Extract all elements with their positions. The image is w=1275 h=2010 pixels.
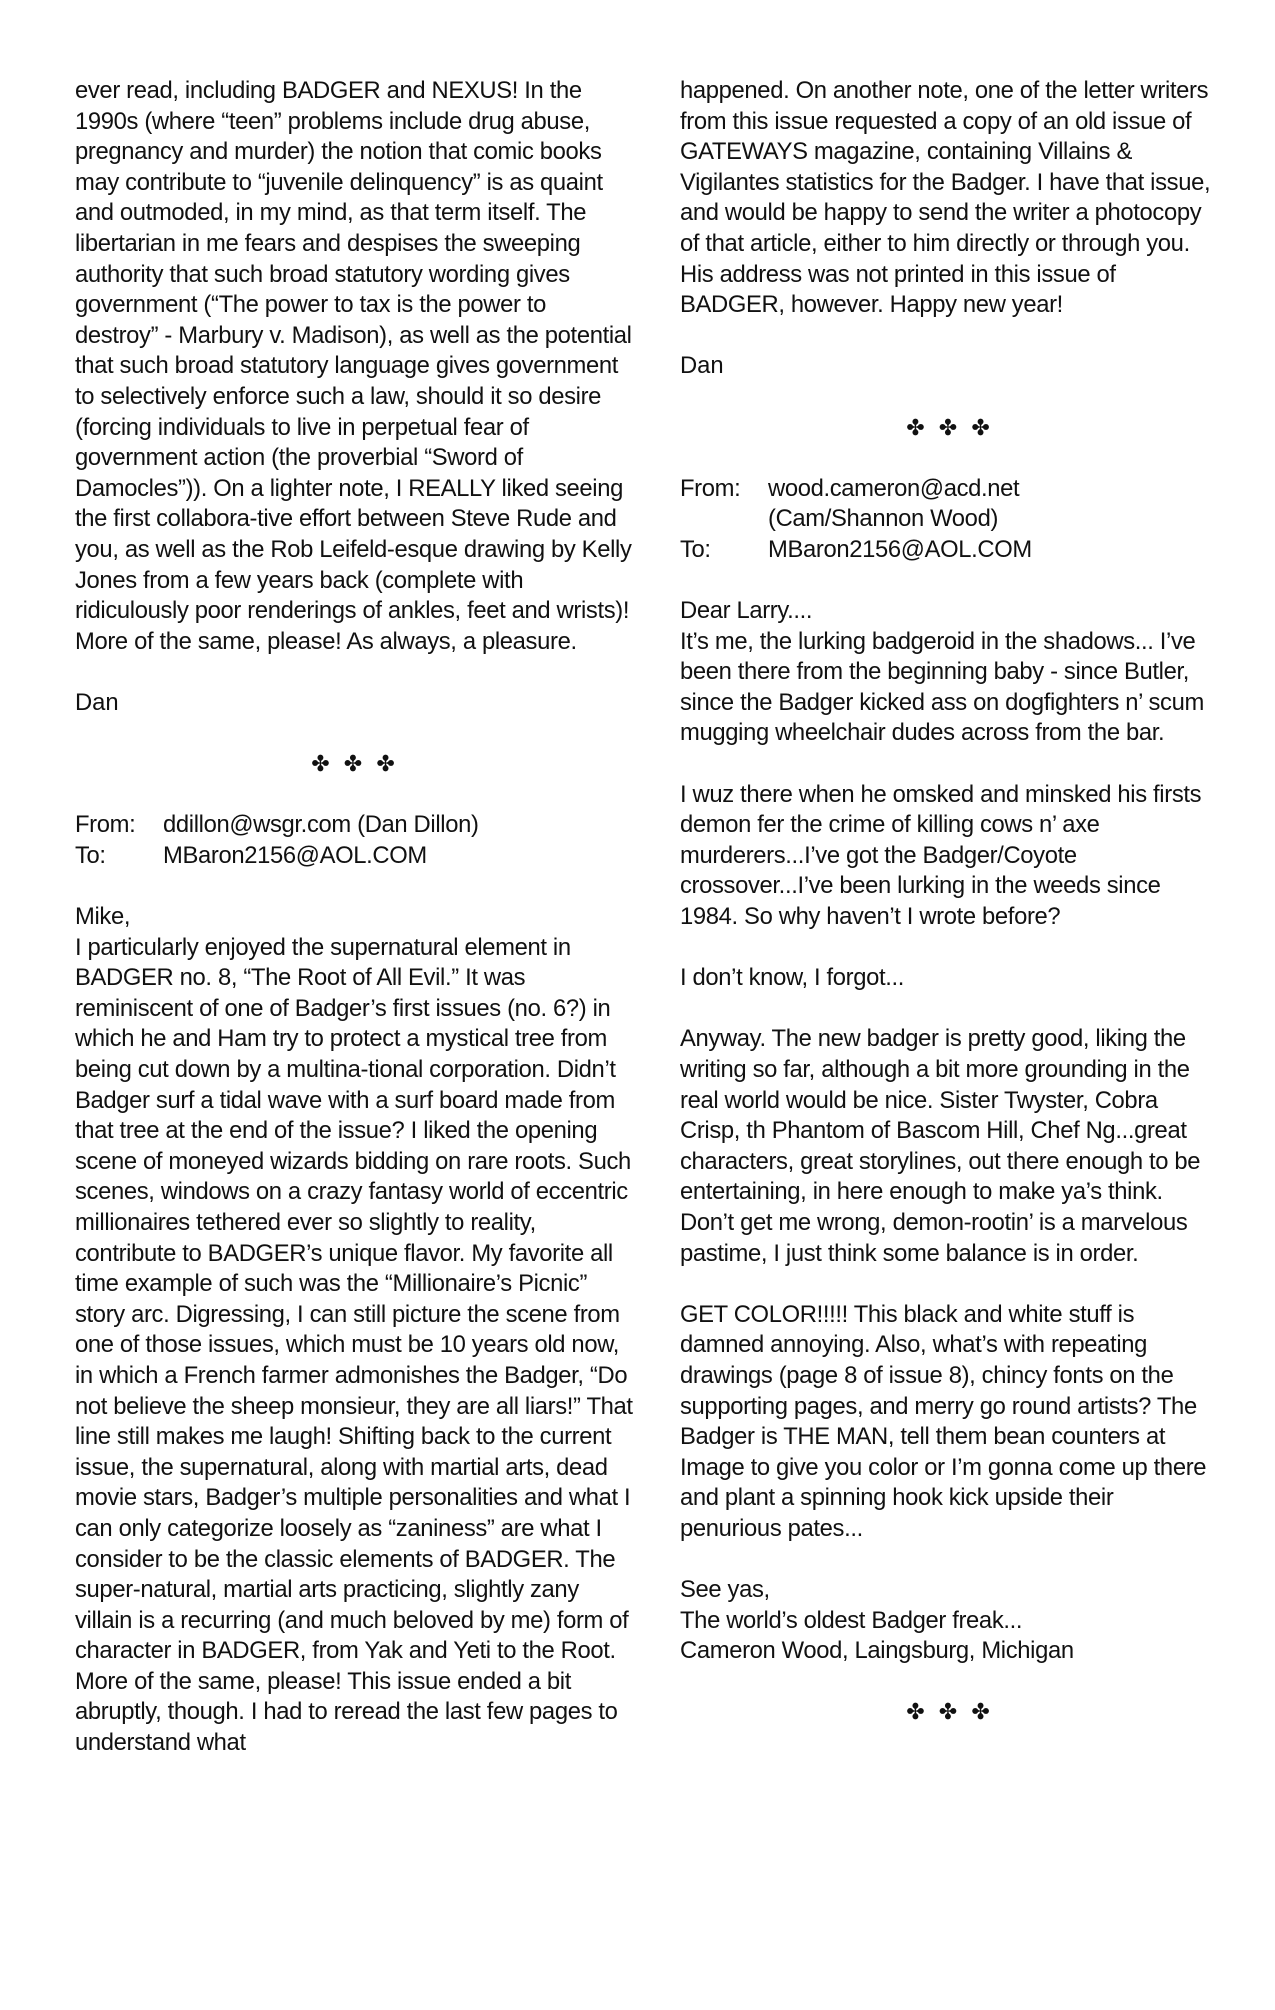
from-address: ddillon@wsgr.com (Dan Dillon) <box>163 811 479 839</box>
section-divider-ornament: ✤ ✤ ✤ <box>906 414 994 440</box>
closing-line: The world’s oldest Badger freak... <box>680 1606 1023 1634</box>
from-label: From: <box>75 811 136 839</box>
signature: Dan <box>75 688 119 716</box>
from-address: wood.cameron@acd.net <box>768 474 1020 502</box>
right-column <box>680 76 1220 1728</box>
to-address: MBaron2156@AOL.COM <box>768 535 1032 563</box>
closing: See yas, <box>680 1576 770 1604</box>
from-name: (Cam/Shannon Wood) <box>768 505 999 533</box>
letter-continuation: happened. On another note, one of the letter writers from this issue requested a copy of an old issue of GATEWAYS magazine, containing Villains & Vigilantes statistics for the Badger. I have that issue, and would be happy to send the writer a photocopy of that article, either to him directly or through you. His address was not printed in this issue of BADGER, however. Happy new year! <box>680 77 1211 319</box>
letter-paragraph: I wuz there when he omsked and minsked his firsts demon fer the crime of killing cows n’ axe murderers...I’ve got the Badger/Coyote crossover...I’ve been lurking in the weeds since 1984. So why haven’t I wrote before? <box>680 780 1202 931</box>
closing-signature: Cameron Wood, Laingsburg, Michigan <box>680 1637 1074 1665</box>
letter-paragraph: I don’t know, I forgot... <box>680 964 905 992</box>
letter-paragraph: Anyway. The new badger is pretty good, liking the writing so far, although a bit more grounding in the real world would be nice. Sister Twyster, Cobra Crisp, th Phantom of Bascom Hill, Chef Ng...great characters, great storylines, out there enough to be entertaining, in here enough to make ya’s think. Don’t get me wrong, demon-rootin’ is a marvelous pastime, I just think some balance is in order. <box>680 1025 1201 1267</box>
intro-paragraph: ever read, including BADGER and NEXUS! In the 1990s (where “teen” problems include drug abuse, pregnancy and murder) the notion that comic books may contribute to “juvenile delinquency” is as quaint and outmoded, in my mind, as that term itself. The libertarian in me fears and despises the sweeping authority that such broad statutory wording gives government (“The power to tax is the power to destroy” - Marbury v. Madison), as well as the potential that such broad statutory language gives government to selectively enforce such a law, should it so desire (forcing individuals to live in perpetual fear of government action (the proverbial “Sword of Damocles”)). On a lighter note, I REALLY liked seeing the first collabora-tive effort between Steve Rude and you, as well as the Rob Leifeld-esque drawing by Kelly Jones from a few years back (complete with ridiculously poor renderings of ankles, feet and wrists)! More of the same, please! As always, a pleasure. <box>75 77 632 655</box>
letter-header <box>680 474 1220 566</box>
letter-paragraph: It’s me, the lurking badgeroid in the shadows... I’ve been there from the beginning baby - since Butler, since the Badger kicked ass on dogfighters n’ scum mugging wheelchair dudes across from the bar. <box>680 627 1204 747</box>
letter-body: I particularly enjoyed the supernatural element in BADGER no. 8, “The Root of All Evil.” It was reminiscent of one of Badger’s first issues (no. 6?) in which he and Ham try to protect a mystical tree from being cut down by a multina-tional corporation. Didn’t Badger surf a tidal wave with a surf board made from that tree at the end of the issue? I liked the opening scene of moneyed wizards bidding on rare roots. Such scenes, windows on a crazy fantasy world of eccentric millionaires tethered ever so slightly to reality, contribute to BADGER’s unique flavor. My favorite all time example of such was the “Millionaire’s Picnic” story arc. Digressing, I can still picture the scene from one of those issues, which must be 10 years old now, in which a French farmer admonishes the Badger, “Do not believe the sheep monsieur, they are all liars!” That line still makes me laugh! Shifting back to the current issue, the supernatural, along with martial arts, dead movie stars, Badger’s multiple personalities and what I can only categorize loosely as “zaniness” are what I consider to be the classic elements of BADGER. The super-natural, martial arts practicing, slightly zany villain is a recurring (and much beloved by me) form of character in BADGER, from Yak and Yeti to the Root. More of the same, please! This issue ended a bit abruptly, though. I had to reread the last few pages to understand what <box>75 933 633 1757</box>
signature: Dan <box>680 352 724 380</box>
from-label: From: <box>680 474 741 502</box>
to-address: MBaron2156@AOL.COM <box>163 841 427 869</box>
to-label: To: <box>75 841 106 869</box>
salutation: Mike, <box>75 903 131 931</box>
section-divider-ornament: ✤ ✤ ✤ <box>906 1699 994 1725</box>
salutation: Dear Larry.... <box>680 597 813 625</box>
section-divider-ornament: ✤ ✤ ✤ <box>311 751 399 777</box>
left-column <box>75 76 635 1759</box>
to-label: To: <box>680 535 711 563</box>
letter-header <box>75 810 635 871</box>
letter-paragraph: GET COLOR!!!!! This black and white stuff is damned annoying. Also, what’s with repeating drawings (page 8 of issue 8), chincy fonts on the supporting pages, and merry go round artists? The Badger is THE MAN, tell them bean counters at Image to give you color or I’m gonna come up there and plant a spinning hook kick upside their penurious pates... <box>680 1300 1207 1542</box>
